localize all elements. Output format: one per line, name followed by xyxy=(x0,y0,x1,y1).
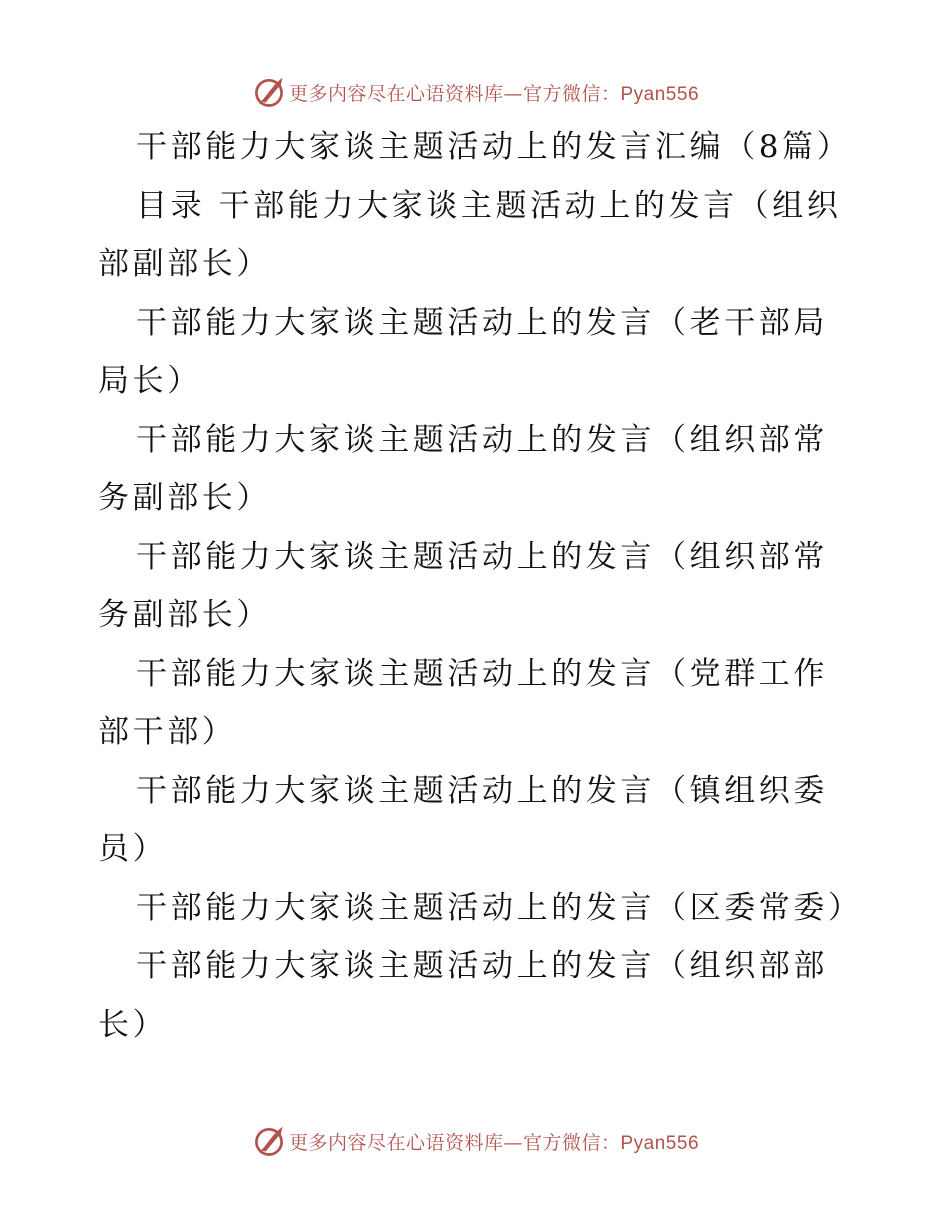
toc-entry: 干部能力大家谈主题活动上的发言（组织部常务副部长） xyxy=(98,538,828,633)
wechat-id: Pyan556 xyxy=(620,83,700,105)
footer-banner xyxy=(0,1121,950,1161)
quill-pen-logo-icon xyxy=(251,74,287,110)
wechat-id: Pyan556 xyxy=(620,1132,700,1154)
toc-label: 目录 xyxy=(136,187,206,224)
header-banner-content xyxy=(251,74,699,110)
toc-entry: 干部能力大家谈主题活动上的发言（组织部部长） xyxy=(98,948,828,1043)
banner-text xyxy=(289,1128,699,1155)
quill-pen-logo-icon xyxy=(251,1123,287,1159)
document-title: 干部能力大家谈主题活动上的发言汇编（8篇） xyxy=(136,129,852,165)
toc-first-line xyxy=(98,177,858,294)
toc-entry: 干部能力大家谈主题活动上的发言（老干部局局长） xyxy=(98,304,828,399)
footer-banner-content xyxy=(251,1123,699,1159)
toc-entry: 干部能力大家谈主题活动上的发言（组织部常务副部长） xyxy=(98,421,828,516)
toc-entry: 干部能力大家谈主题活动上的发言（区委常委） xyxy=(136,889,863,926)
header-banner xyxy=(0,72,950,112)
banner-slogan: 更多内容尽在心语资料库—官方微信： xyxy=(288,1131,621,1154)
toc-entry: 干部能力大家谈主题活动上的发言（组织部副部长） xyxy=(98,187,842,282)
banner-slogan: 更多内容尽在心语资料库—官方微信： xyxy=(288,82,621,105)
banner-text xyxy=(289,79,699,106)
toc-entry: 干部能力大家谈主题活动上的发言（镇组织委员） xyxy=(98,772,828,867)
document-body xyxy=(98,118,863,1054)
toc-entry: 干部能力大家谈主题活动上的发言（党群工作部干部） xyxy=(98,655,828,750)
